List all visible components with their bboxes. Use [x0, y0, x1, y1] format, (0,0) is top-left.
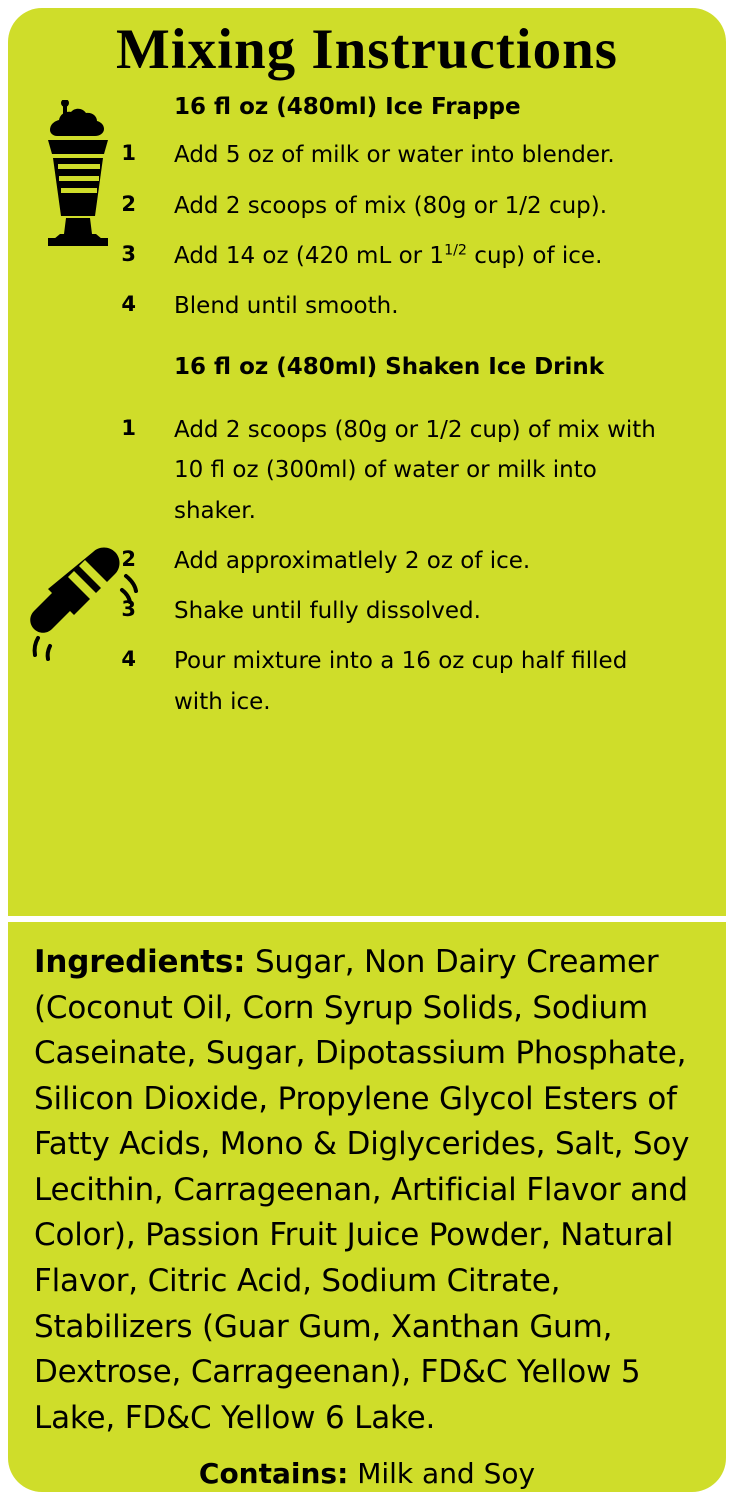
contains-text: Milk and Soy: [348, 1457, 536, 1491]
fraction: 1/2: [444, 242, 467, 259]
page-title: Mixing Instructions: [116, 18, 618, 81]
ingredients-panel: [8, 922, 726, 1492]
step-number: 4: [121, 292, 136, 317]
section-heading: 16 fl oz (480ml) Ice Frappe: [174, 93, 521, 120]
step-text: Add 5 oz of milk or water into blender.: [174, 142, 615, 169]
list-item: [8, 186, 726, 226]
ingredients-text: [34, 940, 700, 1441]
ingredients-list: Sugar, Non Dairy Creamer (Coconut Oil, Corn Syrup Solids, Sodium Caseinate, Sugar, Dipotassium Phosphate, Silicon Dioxide, Propylene Glycol Esters of Fatty Acids, Mono & Diglycerides, Salt, Soy Lecithin, Carrageenan, Artificial Flavor and Color), Passion Fruit Juice Powder, Natural Flavor, Citric Acid, Sodium Citrate, Stabilizers (Guar Gum, Xanthan Gum, Dextrose, Carrageenan), FD&C Yellow 5 Lake, FD&C Yellow 6 Lake.: [34, 944, 690, 1436]
section-ice-frappe: [8, 94, 726, 327]
list-item: [8, 236, 726, 276]
step-text: Add 14 oz (420 mL or $1^{1/2}$ cup) of ice.: [174, 242, 603, 269]
step-number: 2: [121, 191, 136, 216]
step-text: Pour mixture into a 16 oz cup half filled with ice.: [174, 648, 628, 715]
list-item: [8, 541, 726, 581]
step-number: 4: [121, 647, 136, 672]
ingredients-label: Ingredients:: [34, 944, 246, 980]
step-list: [8, 410, 726, 722]
list-item: [8, 410, 726, 531]
step-text: Add 2 scoops (80g or 1/2 cup) of mix with 10 fl oz (300ml) of water or milk into shaker.: [174, 417, 656, 524]
step-number: 3: [121, 241, 136, 266]
step-number: 2: [121, 546, 136, 571]
list-item: [8, 286, 726, 326]
step-number: 3: [121, 597, 136, 622]
step-text: Add approximatlely 2 oz of ice.: [174, 547, 531, 574]
allergen-statement: [34, 1457, 700, 1490]
mixing-instructions-panel: [8, 8, 726, 916]
list-item: [8, 135, 726, 175]
section-heading: 16 fl oz (480ml) Shaken Ice Drink: [174, 354, 605, 381]
step-number: 1: [121, 416, 136, 441]
step-number: 1: [121, 141, 136, 166]
step-text: Shake until fully dissolved.: [174, 598, 481, 625]
list-item: [8, 591, 726, 631]
step-list: [8, 135, 726, 326]
step-text: Blend until smooth.: [174, 293, 399, 320]
step-text: Add 2 scoops of mix (80g or 1/2 cup).: [174, 192, 608, 219]
contains-label: Contains:: [198, 1457, 349, 1491]
list-item: [8, 641, 726, 722]
section-shaken-ice-drink: [8, 354, 726, 721]
